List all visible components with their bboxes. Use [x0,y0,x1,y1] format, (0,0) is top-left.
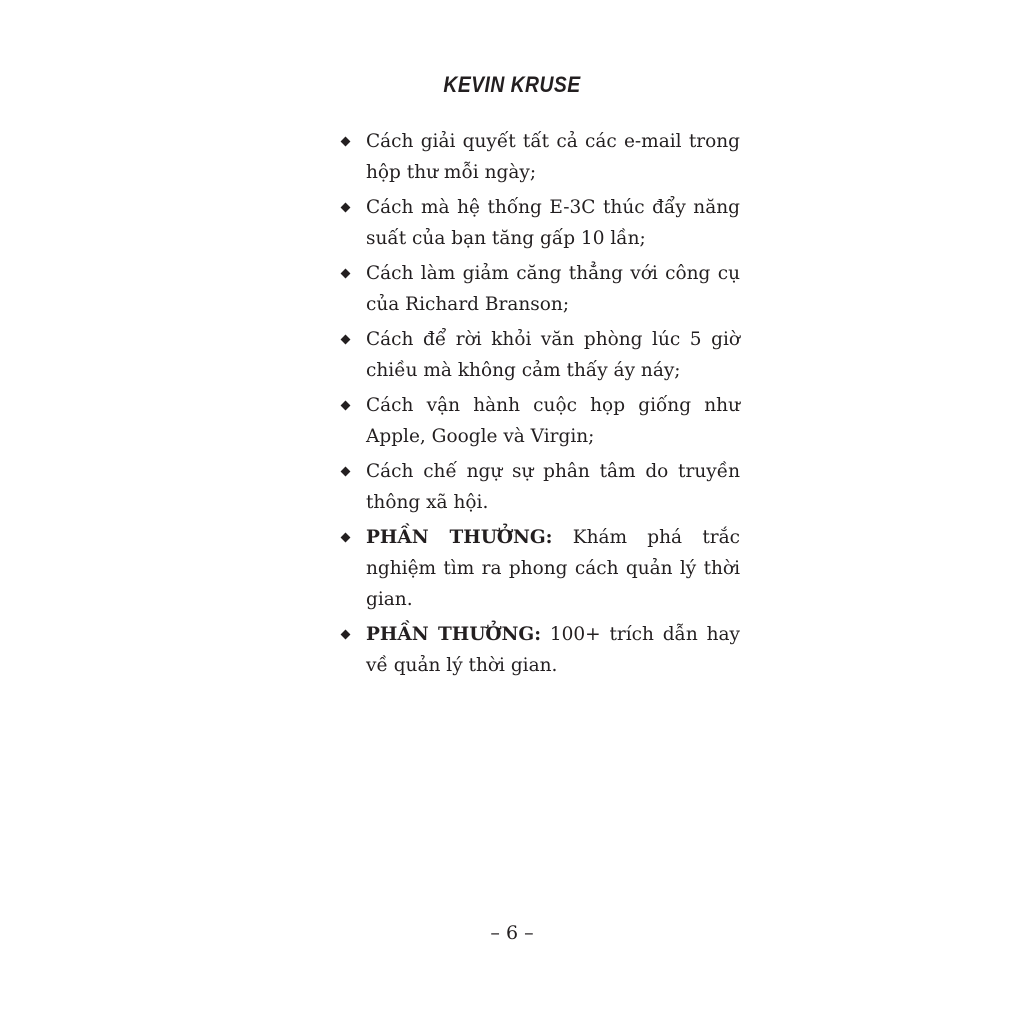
list-item [336,456,740,518]
diamond-bullet-icon [341,467,351,477]
bonus-label: PHẦN THƯỞNG: [366,527,553,548]
list-item-text: Cách chế ngự sự phân tâm do truyền thông xã hội. [366,461,740,513]
list-item-bonus [336,522,740,615]
diamond-bullet-icon [341,203,351,213]
list-item-text: Cách giải quyết tất cả các e-mail trong hộp thư mỗi ngày; [366,131,740,183]
list-item [336,126,740,188]
list-item [336,192,740,254]
page-number: – 6 – [490,922,534,944]
bonus-label: PHẦN THƯỞNG: [366,624,542,645]
list-item-text: Cách vận hành cuộc họp giống như Apple, Google và Virgin; [366,395,740,447]
running-header-author: KEVIN KRUSE [443,72,581,97]
list-item [336,390,740,452]
diamond-bullet-icon [341,137,351,147]
diamond-bullet-icon [341,335,351,345]
diamond-bullet-icon [341,630,351,640]
list-item-text: Cách làm giảm căng thẳng với công cụ của Richard Branson; [366,263,740,315]
list-item [336,324,740,386]
diamond-bullet-icon [341,401,351,411]
bullet-list [336,126,740,685]
list-item-text: Khám phá trắc nghiệm tìm ra phong cách quản lý thời gian. [366,527,740,610]
list-item-bonus [336,619,740,681]
list-item-text: Cách mà hệ thống E-3C thúc đẩy năng suất của bạn tăng gấp 10 lần; [366,197,740,249]
list-item-text: 100+ trích dẫn hay về quản lý thời gian. [366,624,740,676]
diamond-bullet-icon [341,269,351,279]
list-item-text: Cách để rời khỏi văn phòng lúc 5 giờ chiều mà không cảm thấy áy náy; [366,329,740,381]
diamond-bullet-icon [341,533,351,543]
list-item [336,258,740,320]
